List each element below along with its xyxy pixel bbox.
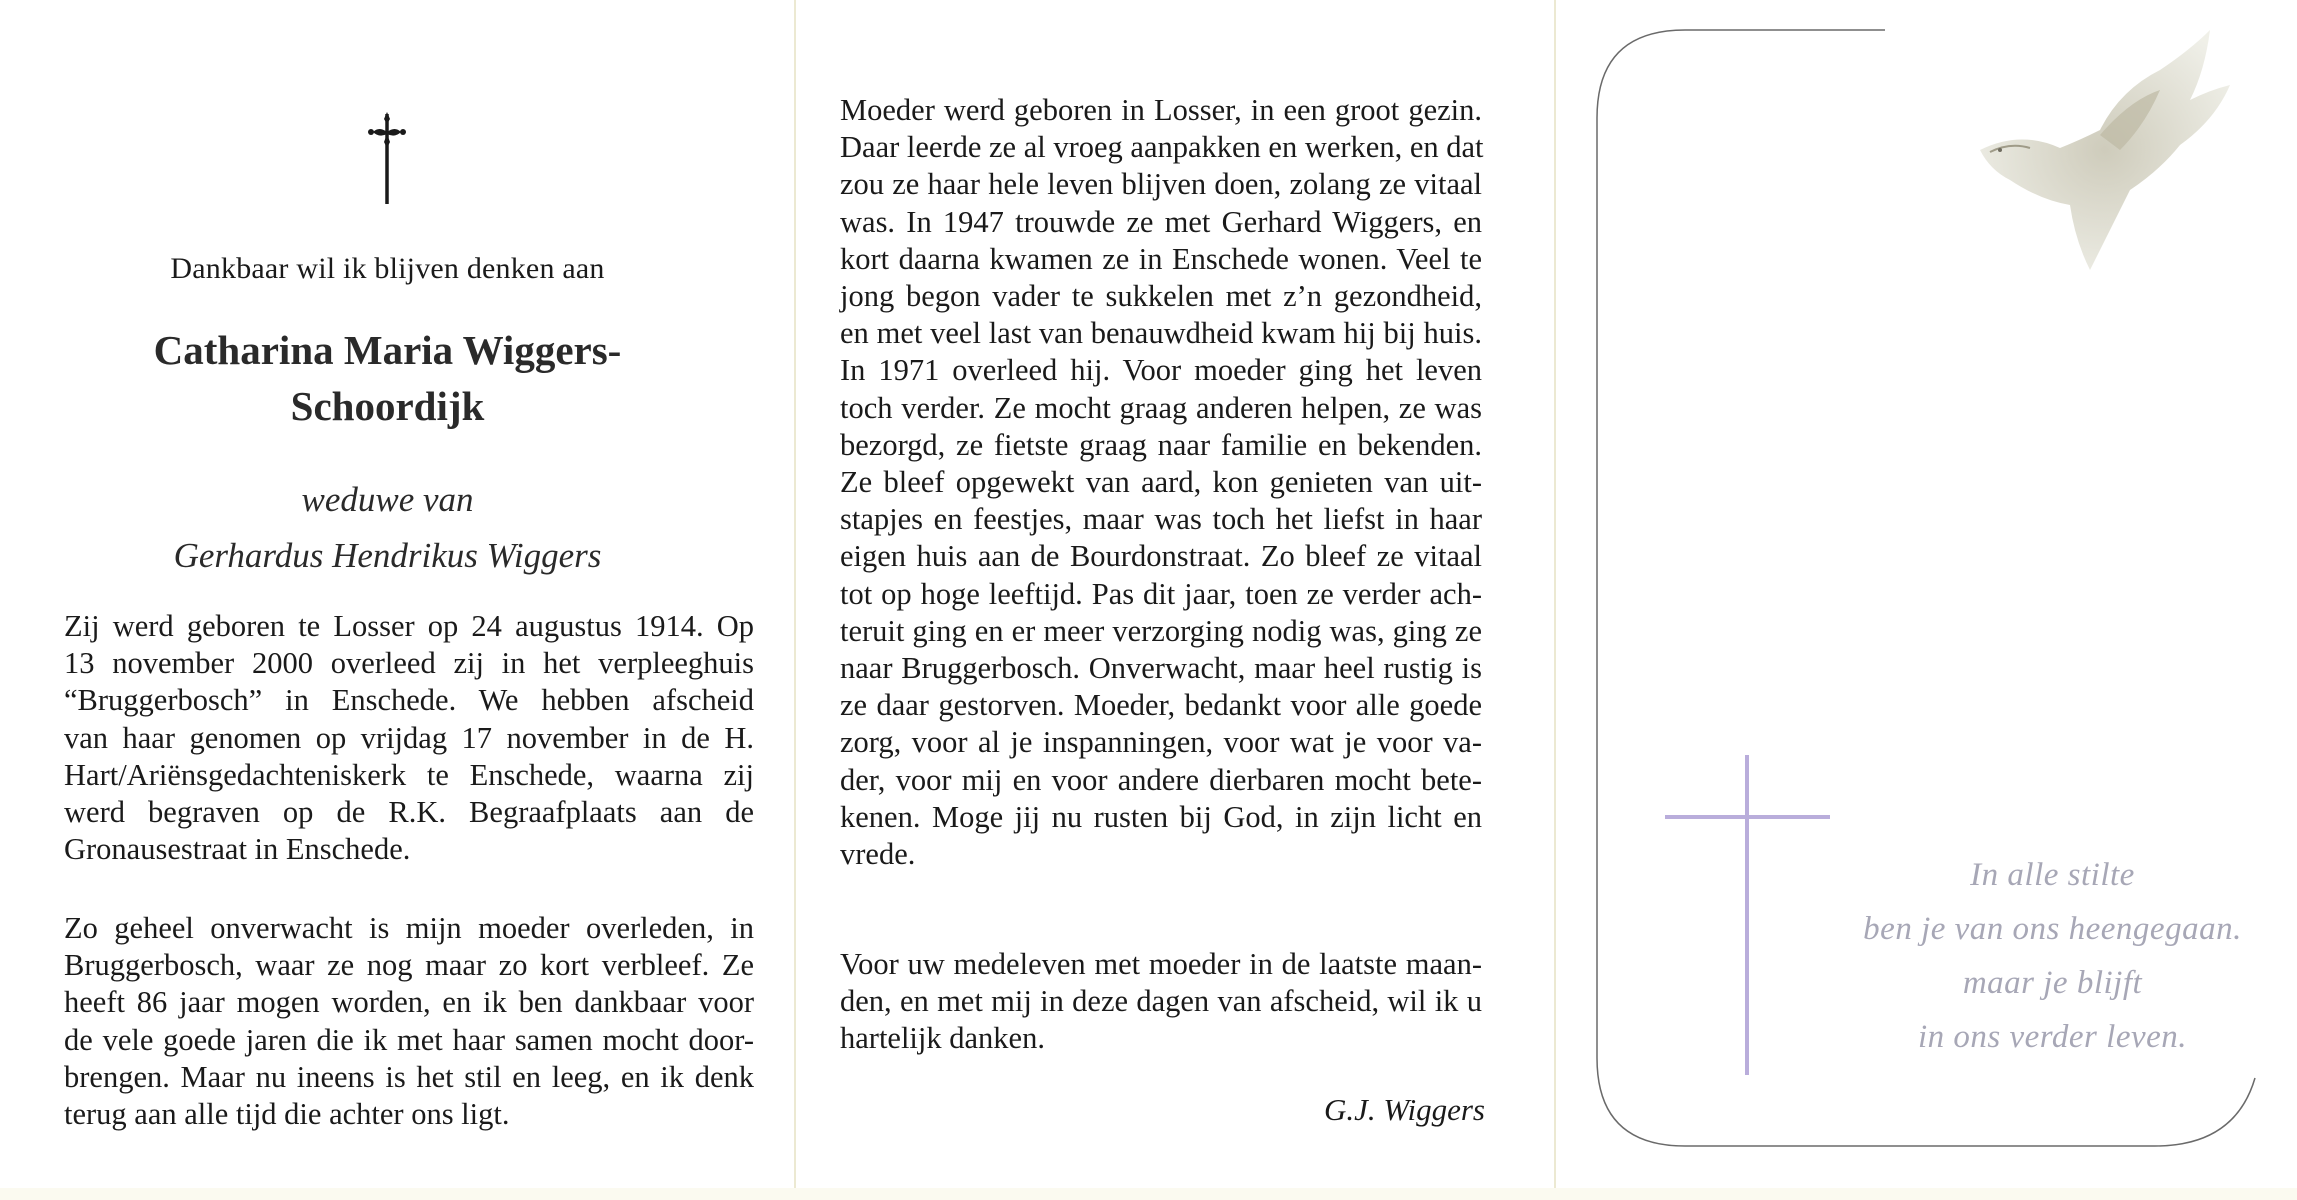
text-line: kort daarna kwamen ze in Enschede wonen. Veel te bbox=[840, 241, 1482, 276]
widow-line-2: Gerhardus Hendrikus Wiggers bbox=[173, 536, 602, 575]
paragraph-thanks bbox=[840, 946, 1482, 1058]
text-line: Voor uw medeleven met moeder in de laatste maan- bbox=[840, 947, 1482, 981]
text-line: toch verder. Ze mocht graag anderen helpen, ze was bbox=[840, 390, 1482, 425]
text-line: eigen huis aan de Bourdonstraat. Zo bleef ze vitaal bbox=[840, 539, 1482, 574]
paragraph-memories bbox=[64, 910, 754, 1133]
text-line: was. In 1947 trouwde ze met Gerhard Wiggers, en bbox=[840, 204, 1482, 239]
text-line: der, voor mij en voor andere dierbaren mocht bete- bbox=[840, 762, 1482, 797]
text-line: Bruggerbosch, waar ze nog maar zo kort verbleef. Ze bbox=[64, 948, 754, 983]
text-line: heeft 86 jaar mogen worden, en ik ben dankbaar voor bbox=[64, 985, 754, 1020]
text-line: zorg, voor al je inspanningen, voor wat je voor va- bbox=[840, 725, 1482, 760]
widow-of bbox=[0, 472, 775, 584]
paragraph-birth-death bbox=[64, 608, 754, 868]
poem bbox=[1845, 848, 2260, 1064]
text-line: terug aan alle tijd die achter ons ligt. bbox=[64, 1097, 510, 1132]
name-line-1: Catharina Maria Wiggers- bbox=[153, 327, 622, 373]
poem-line: in ons verder leven. bbox=[1917, 1019, 2188, 1055]
text-line: den, en met mij in deze dagen van afscheid, wil ik u bbox=[840, 984, 1482, 1019]
text-line: naar Bruggerbosch. Onverwacht, maar heel rustig is bbox=[840, 651, 1482, 686]
name-line-2: Schoordijk bbox=[290, 383, 485, 429]
text-line: ze daar gestorven. Moeder, bedankt voor alle goede bbox=[840, 688, 1482, 723]
text-line: stapjes en feestjes, maar was toch het liefst in haar bbox=[840, 502, 1482, 537]
fold-line-right bbox=[1554, 0, 1556, 1200]
text-line: tot op hoge leeftijd. Pas dit jaar, toen ze verder ach- bbox=[840, 576, 1482, 611]
text-line: In 1971 overleed hij. Voor moeder ging het leven bbox=[840, 353, 1482, 388]
text-line: bezorgd, ze fietste graag naar familie en bekenden. bbox=[840, 427, 1482, 462]
text-line: 13 november 2000 overleed zij in het verpleeghuis bbox=[64, 646, 754, 681]
text-line: Zij werd geboren te Losser op 24 augustus 1914. Op bbox=[64, 609, 754, 643]
text-line: zou ze haar hele leven blijven doen, zolang ze vitaal bbox=[840, 167, 1482, 202]
fold-line-left bbox=[794, 0, 796, 1200]
text-line: Zo geheel onverwacht is mijn moeder overleden, in bbox=[64, 911, 754, 945]
text-line: brengen. Maar nu ineens is het stil en leeg, en ik denk bbox=[64, 1059, 754, 1094]
intro-line: Dankbaar wil ik blijven denken aan bbox=[170, 252, 605, 285]
text-line: van haar genomen op vrijdag 17 november in de H. bbox=[64, 720, 754, 755]
cross-icon bbox=[365, 110, 409, 206]
card-cross-icon bbox=[1665, 755, 1830, 1075]
paper-bottom-edge bbox=[0, 1188, 2297, 1200]
text-line: teruit ging en er meer verzorging nodig was, ging ze bbox=[840, 613, 1482, 648]
dove-image bbox=[1960, 30, 2260, 300]
poem-line: ben je van ons heengegaan. bbox=[1863, 911, 2242, 947]
text-line: werd begraven op de R.K. Begraafplaats aan de bbox=[64, 795, 754, 830]
text-line: hartelijk danken. bbox=[840, 1021, 1045, 1056]
deceased-name bbox=[0, 322, 775, 434]
poem-line: maar je blijft bbox=[1962, 965, 2143, 1001]
text-line: Gronausestraat in Enschede. bbox=[64, 832, 411, 867]
text-line: jong begon vader te sukkelen met z’n gezondheid, bbox=[840, 279, 1482, 314]
text-line: Daar leerde ze al vroeg aanpakken en werken, en dat bbox=[840, 130, 1484, 165]
text-line: de vele goede jaren die ik met haar samen mocht door- bbox=[64, 1022, 754, 1057]
signature: G.J. Wiggers bbox=[1323, 1092, 1485, 1127]
text-line: Hart/Ariënsgedachteniskerk te Enschede, waarna zij bbox=[64, 757, 754, 792]
text-line: Ze bleef opgewekt van aard, kon genieten van uit- bbox=[840, 465, 1482, 500]
text-line: Moeder werd geboren in Losser, in een groot gezin. bbox=[840, 93, 1482, 127]
paragraph-life-story bbox=[840, 92, 1482, 873]
text-line: kenen. Moge jij nu rusten bij God, in zijn licht en bbox=[840, 799, 1482, 834]
widow-line-1: weduwe van bbox=[301, 480, 474, 519]
text-line: “Bruggerbosch” in Enschede. We hebben afscheid bbox=[64, 683, 754, 718]
poem-line: In alle stilte bbox=[1970, 857, 2135, 893]
text-line: vrede. bbox=[840, 837, 916, 872]
text-line: en met veel last van benauwdheid kwam hij bij huis. bbox=[840, 316, 1482, 351]
